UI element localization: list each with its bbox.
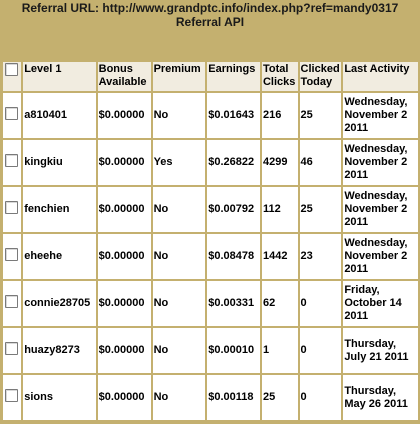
- username-cell: fenchien: [23, 187, 95, 232]
- premium-cell: Yes: [153, 140, 206, 185]
- total-clicks-cell: 1442: [262, 234, 298, 279]
- premium-cell: No: [153, 328, 206, 373]
- referrals-table-container: [0, 56, 420, 424]
- row-select-cell: [3, 234, 21, 279]
- bonus-cell: $0.00000: [98, 187, 151, 232]
- referral-header: [0, 0, 420, 56]
- row-checkbox[interactable]: [5, 389, 18, 402]
- row-checkbox[interactable]: [5, 248, 18, 261]
- clicked-today-cell: 25: [300, 187, 342, 232]
- bonus-cell: $0.00000: [98, 281, 151, 326]
- earnings-cell: $0.00792: [207, 187, 260, 232]
- col-header-bonus[interactable]: Bonus Available: [98, 62, 151, 91]
- row-select-cell: [3, 93, 21, 138]
- row-select-cell: [3, 281, 21, 326]
- clicked-today-cell: 46: [300, 140, 342, 185]
- last-activity-cell: Wednesday, November 2 2011: [343, 234, 418, 279]
- premium-cell: No: [153, 281, 206, 326]
- col-header-clicked-today[interactable]: Clicked Today: [300, 62, 342, 91]
- select-all-checkbox[interactable]: [5, 63, 18, 76]
- bonus-cell: $0.00000: [98, 140, 151, 185]
- row-select-cell: [3, 375, 21, 420]
- last-activity-cell: Wednesday, November 2 2011: [343, 187, 418, 232]
- last-activity-cell: Wednesday, November 2 2011: [343, 140, 418, 185]
- col-header-premium[interactable]: Premium: [153, 62, 206, 91]
- table-row: [3, 375, 418, 420]
- col-header-earnings[interactable]: Earnings: [207, 62, 260, 91]
- table-row: [3, 234, 418, 279]
- last-activity-cell: Thursday, July 21 2011: [343, 328, 418, 373]
- earnings-cell: $0.00331: [207, 281, 260, 326]
- col-header-last-activity[interactable]: Last Activity: [343, 62, 418, 91]
- select-all-cell: [3, 62, 21, 91]
- clicked-today-cell: 25: [300, 93, 342, 138]
- last-activity-cell: Thursday, May 26 2011: [343, 375, 418, 420]
- total-clicks-cell: 216: [262, 93, 298, 138]
- premium-cell: No: [153, 375, 206, 420]
- clicked-today-cell: 0: [300, 281, 342, 326]
- row-select-cell: [3, 328, 21, 373]
- row-checkbox[interactable]: [5, 342, 18, 355]
- bonus-cell: $0.00000: [98, 234, 151, 279]
- last-activity-cell: Friday, October 14 2011: [343, 281, 418, 326]
- table-row: [3, 328, 418, 373]
- table-row: [3, 281, 418, 326]
- referral-api-label: Referral API: [175, 15, 245, 29]
- earnings-cell: $0.08478: [207, 234, 260, 279]
- earnings-cell: $0.00010: [207, 328, 260, 373]
- username-cell: connie28705: [23, 281, 95, 326]
- row-checkbox[interactable]: [5, 154, 18, 167]
- bonus-cell: $0.00000: [98, 93, 151, 138]
- clicked-today-cell: 23: [300, 234, 342, 279]
- username-cell: huazy8273: [23, 328, 95, 373]
- bonus-cell: $0.00000: [98, 328, 151, 373]
- last-activity-cell: Wednesday, November 2 2011: [343, 93, 418, 138]
- table-row: [3, 93, 418, 138]
- referrals-table: [1, 60, 420, 422]
- total-clicks-cell: 62: [262, 281, 298, 326]
- row-checkbox[interactable]: [5, 295, 18, 308]
- username-cell: kingkiu: [23, 140, 95, 185]
- row-checkbox[interactable]: [5, 107, 18, 120]
- total-clicks-cell: 112: [262, 187, 298, 232]
- earnings-cell: $0.00118: [207, 375, 260, 420]
- col-header-total-clicks[interactable]: Total Clicks: [262, 62, 298, 91]
- total-clicks-cell: 1: [262, 328, 298, 373]
- row-select-cell: [3, 187, 21, 232]
- premium-cell: No: [153, 93, 206, 138]
- earnings-cell: $0.26822: [207, 140, 260, 185]
- table-row: [3, 140, 418, 185]
- referral-url-text: Referral URL: http://www.grandptc.info/index.php?ref=mandy0317: [21, 1, 399, 15]
- col-header-level[interactable]: Level 1: [23, 62, 95, 91]
- clicked-today-cell: 0: [300, 328, 342, 373]
- clicked-today-cell: 0: [300, 375, 342, 420]
- username-cell: sions: [23, 375, 95, 420]
- table-row: [3, 187, 418, 232]
- earnings-cell: $0.01643: [207, 93, 260, 138]
- total-clicks-cell: 4299: [262, 140, 298, 185]
- username-cell: eheehe: [23, 234, 95, 279]
- row-checkbox[interactable]: [5, 201, 18, 214]
- row-select-cell: [3, 140, 21, 185]
- bonus-cell: $0.00000: [98, 375, 151, 420]
- username-cell: a810401: [23, 93, 95, 138]
- premium-cell: No: [153, 234, 206, 279]
- premium-cell: No: [153, 187, 206, 232]
- table-header-row: [3, 62, 418, 91]
- total-clicks-cell: 25: [262, 375, 298, 420]
